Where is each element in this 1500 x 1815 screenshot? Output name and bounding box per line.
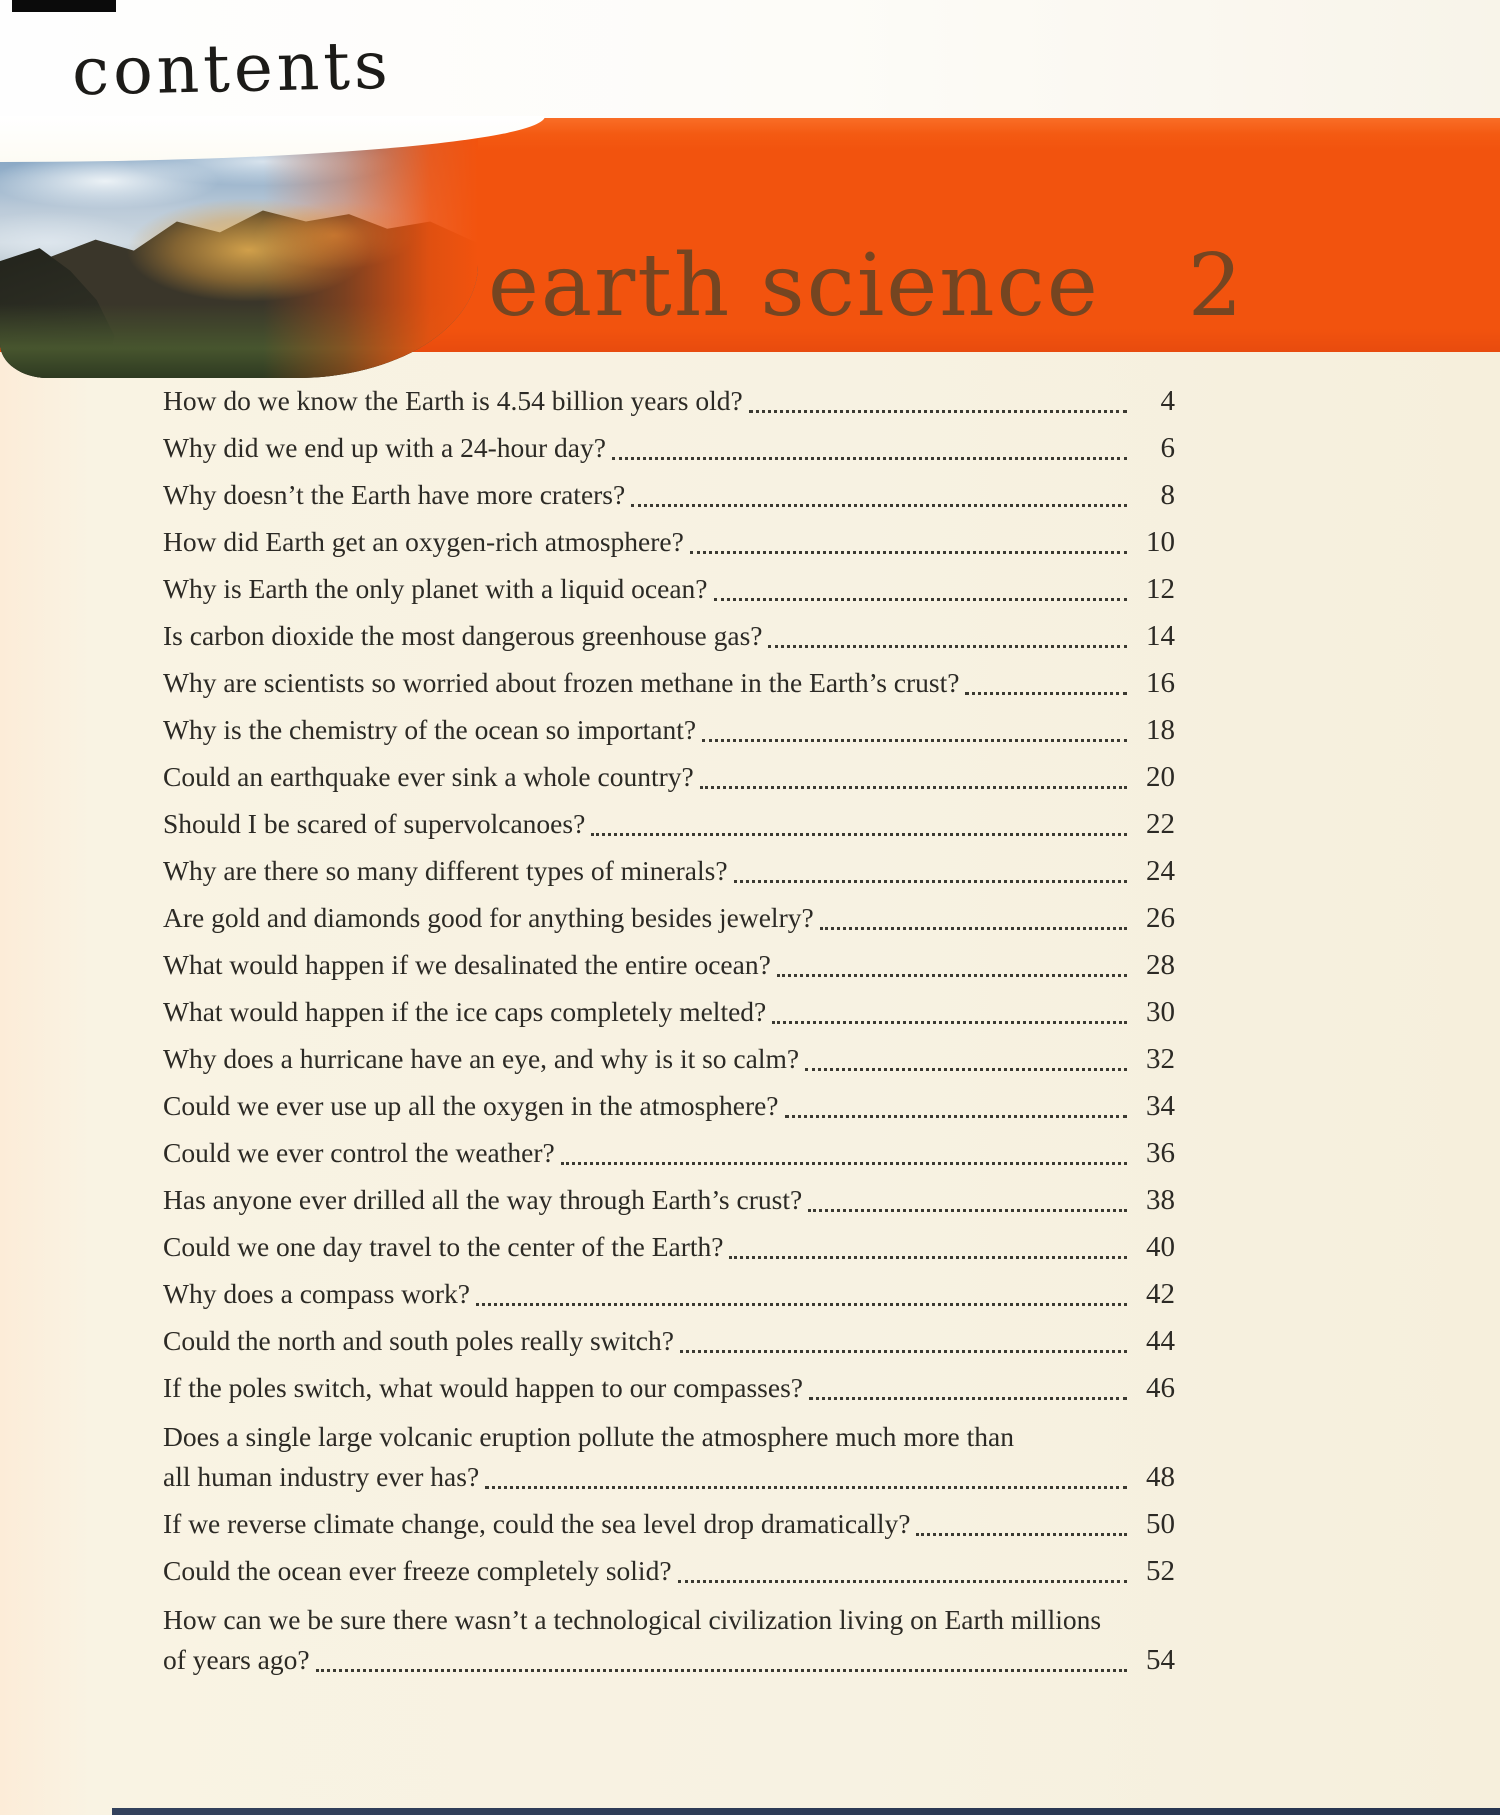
toc-entry-dot-leader — [965, 692, 1127, 695]
toc-entry — [163, 609, 1175, 656]
toc-entry — [163, 562, 1175, 609]
toc-entry-dot-leader — [916, 1533, 1127, 1536]
toc-entry-title-line1: How can we be sure there wasn’t a technological civilization living on Earth millions — [163, 1604, 1102, 1635]
toc-entry-title: Is carbon dioxide the most dangerous greenhouse gas? — [163, 620, 763, 651]
toc-entry — [163, 1361, 1175, 1408]
toc-entry — [163, 656, 1175, 703]
toc-entry — [163, 1032, 1175, 1079]
toc-entry — [163, 1497, 1175, 1544]
toc-entry — [163, 1173, 1175, 1220]
toc-entry — [163, 844, 1175, 891]
toc-entry-title: How did Earth get an oxygen-rich atmosphere? — [163, 526, 684, 557]
toc-entry-page-number: 14 — [1146, 620, 1175, 652]
toc-entry-dot-leader — [820, 927, 1127, 930]
toc-entry — [163, 468, 1175, 515]
toc-entry-title: Why does a hurricane have an eye, and why is it so calm? — [163, 1043, 800, 1074]
section-title-label: earth science — [488, 236, 1100, 336]
toc-entry-title-line1: Does a single large volcanic eruption pollute the atmosphere much more than — [163, 1421, 1014, 1452]
toc-entry-dot-leader — [734, 880, 1127, 883]
toc-entry-title: Why is Earth the only planet with a liquid ocean? — [163, 573, 708, 604]
toc-entry-dot-leader — [768, 645, 1127, 648]
toc-entry — [163, 1126, 1175, 1173]
toc-entry-dot-leader — [678, 1580, 1127, 1583]
scan-artifact-mark — [12, 0, 116, 12]
toc-entry-page-number: 32 — [1146, 1043, 1175, 1075]
toc-entry-dot-leader — [561, 1162, 1127, 1165]
toc-list — [163, 374, 1175, 1680]
toc-entry-title: Could we ever control the weather? — [163, 1137, 555, 1168]
toc-entry — [163, 1544, 1175, 1591]
toc-entry-dot-leader — [777, 974, 1127, 977]
toc-entry — [163, 1267, 1175, 1314]
toc-entry-title: Could we ever use up all the oxygen in the atmosphere? — [163, 1090, 779, 1121]
toc-entry-title: Why is the chemistry of the ocean so important? — [163, 714, 697, 745]
toc-entry-page-number: 34 — [1146, 1090, 1175, 1122]
toc-entry-dot-leader — [485, 1486, 1127, 1489]
toc-entry-page-number: 40 — [1146, 1231, 1175, 1263]
toc-entry-title: of years ago? — [163, 1644, 310, 1675]
toc-entry-page-number: 6 — [1160, 432, 1175, 464]
toc-entry-title: If we reverse climate change, could the sea level drop dramatically? — [163, 1508, 911, 1539]
toc-entry-dot-leader — [805, 1068, 1127, 1071]
toc-entry-dot-leader — [591, 833, 1127, 836]
section-title — [488, 236, 1242, 336]
toc-entry-title: Why are there so many different types of minerals? — [163, 855, 728, 886]
toc-entry-title: How do we know the Earth is 4.54 billion years old? — [163, 385, 743, 416]
toc-entry-dot-leader — [631, 504, 1127, 507]
toc-entry-page-number: 30 — [1146, 996, 1175, 1028]
toc-entry-dot-leader — [809, 1397, 1127, 1400]
toc-entry — [163, 985, 1175, 1032]
toc-entry-page-number: 28 — [1146, 949, 1175, 981]
toc-entry-dot-leader — [316, 1669, 1127, 1672]
section-start-page-number: 2 — [1187, 236, 1243, 336]
toc-entry — [163, 421, 1175, 468]
toc-entry-dot-leader — [714, 598, 1128, 601]
toc-entry-dot-leader — [808, 1209, 1127, 1212]
toc-entry-dot-leader — [700, 786, 1127, 789]
toc-entry — [163, 1079, 1175, 1126]
toc-entry-dot-leader — [749, 410, 1127, 413]
toc-entry-page-number: 18 — [1146, 714, 1175, 746]
toc-entry-page-number: 48 — [1146, 1461, 1175, 1493]
toc-entry-page-number: 20 — [1146, 761, 1175, 793]
toc-entry — [163, 938, 1175, 985]
toc-entry-dot-leader — [680, 1350, 1127, 1353]
toc-entry-page-number: 10 — [1146, 526, 1175, 558]
toc-entry-page-number: 22 — [1146, 808, 1175, 840]
next-page-edge — [112, 1808, 1500, 1815]
toc-entry-page-number: 24 — [1146, 855, 1175, 887]
toc-entry-dot-leader — [612, 457, 1127, 460]
photo-orange-fade — [0, 132, 478, 378]
toc-entry-title: Could the ocean ever freeze completely solid? — [163, 1555, 672, 1586]
toc-entry — [163, 891, 1175, 938]
toc-entry-page-number: 38 — [1146, 1184, 1175, 1216]
toc-entry-dot-leader — [702, 739, 1127, 742]
toc-entry-dot-leader — [785, 1115, 1127, 1118]
toc-entry-title: all human industry ever has? — [163, 1461, 480, 1492]
cliff-landscape-photo — [0, 132, 478, 378]
toc-entry-page-number: 46 — [1146, 1372, 1175, 1404]
toc-entry — [163, 1314, 1175, 1361]
toc-entry-title: Should I be scared of supervolcanoes? — [163, 808, 586, 839]
toc-entry-page-number: 8 — [1160, 479, 1175, 511]
toc-entry-title: What would happen if the ice caps completely melted? — [163, 996, 767, 1027]
toc-entry-title: Could an earthquake ever sink a whole country? — [163, 761, 694, 792]
toc-entry-dot-leader — [729, 1256, 1127, 1259]
toc-entry — [163, 797, 1175, 844]
toc-entry-page-number: 52 — [1146, 1555, 1175, 1587]
toc-entry — [163, 515, 1175, 562]
toc-entry-page-number: 36 — [1146, 1137, 1175, 1169]
toc-entry — [163, 1408, 1175, 1497]
toc-entry-title: What would happen if we desalinated the entire ocean? — [163, 949, 771, 980]
toc-entry-title: Has anyone ever drilled all the way through Earth’s crust? — [163, 1184, 803, 1215]
toc-entry-title: If the poles switch, what would happen to our compasses? — [163, 1372, 803, 1403]
toc-entry-page-number: 44 — [1146, 1325, 1175, 1357]
toc-entry — [163, 1591, 1175, 1680]
toc-entry — [163, 703, 1175, 750]
page-title: contents — [71, 26, 393, 111]
toc-entry-dot-leader — [690, 551, 1127, 554]
toc-entry — [163, 1220, 1175, 1267]
toc-entry-title: Why doesn’t the Earth have more craters? — [163, 479, 626, 510]
toc-entry-page-number: 54 — [1146, 1644, 1175, 1676]
toc-entry-title: Could the north and south poles really switch? — [163, 1325, 674, 1356]
toc-entry-title: Why are scientists so worried about frozen methane in the Earth’s crust? — [163, 667, 960, 698]
toc-entry-title: Why does a compass work? — [163, 1278, 470, 1309]
toc-entry — [163, 750, 1175, 797]
toc-entry-page-number: 50 — [1146, 1508, 1175, 1540]
toc-entry-title: Why did we end up with a 24-hour day? — [163, 432, 606, 463]
toc-entry — [163, 374, 1175, 421]
toc-entry-page-number: 16 — [1146, 667, 1175, 699]
toc-entry-dot-leader — [476, 1303, 1127, 1306]
toc-entry-page-number: 12 — [1146, 573, 1175, 605]
toc-entry-title: Are gold and diamonds good for anything besides jewelry? — [163, 902, 814, 933]
toc-entry-page-number: 26 — [1146, 902, 1175, 934]
toc-entry-title: Could we one day travel to the center of the Earth? — [163, 1231, 724, 1262]
toc-entry-dot-leader — [772, 1021, 1127, 1024]
toc-entry-page-number: 4 — [1160, 385, 1175, 417]
toc-entry-page-number: 42 — [1146, 1278, 1175, 1310]
